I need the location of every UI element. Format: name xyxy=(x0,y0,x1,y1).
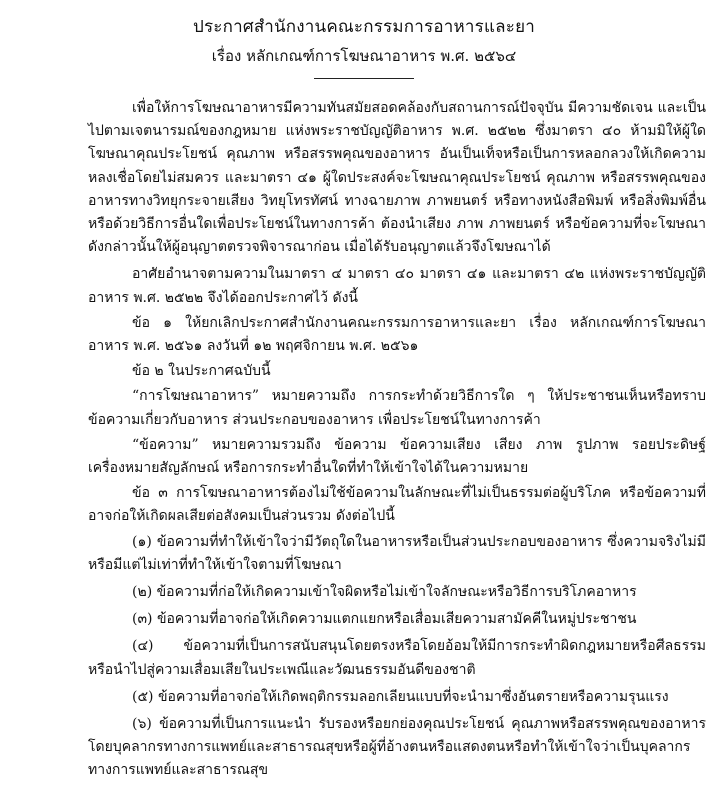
definition-advertising: “การโฆษณาอาหาร” หมายความถึง การกระทำด้วยวิธีการใด ๆ ให้ประชาชนเห็นหรือทราบข้อความเกี่ยวกับอาหาร ส่วนประกอบของอาหาร เพื่อประโยชน์ในทางการค้า xyxy=(88,388,706,428)
clause-1: ข้อ ๑ ให้ยกเลิกประกาศสำนักงานคณะกรรมการอาหารและยา เรื่อง หลักเกณฑ์การโฆษณาอาหาร พ.ศ. ๒๕๖๑ ลงวันที่ ๑๒ พฤศจิกายน พ.ศ. ๒๕๖๑ xyxy=(88,314,706,355)
clause-3-item-6: (๖) ข้อความที่เป็นการแนะนำ รับรองหรือยกย่องคุณประโยชน์ คุณภาพหรือสรรพคุณของอาหารโดยบุคลากรทางการแพทย์และสาธารณสุขหรือผู้ที่อ้างตนหรือแสดงตนหรือทำให้เข้าใจว่าเป็นบุคลากรทางการแพทย์และสาธารณสุข xyxy=(88,716,706,779)
clause-3: ข้อ ๓ การโฆษณาอาหารต้องไม่ใช้ข้อความในลักษณะที่ไม่เป็นธรรมต่อผู้บริโภค หรือข้อความที่อาจก่อให้เกิดผลเสียต่อสังคมเป็นส่วนรวม ดังต่อไปนี้ xyxy=(88,485,706,525)
clause-3-item-5: (๕) ข้อความที่อาจก่อให้เกิดพฤติกรรมลอกเลียนแบบที่จะนำมาซึ่งอันตรายหรือความรุนแรง xyxy=(132,688,669,705)
authority-paragraph: อาศัยอำนาจตามความในมาตรา ๔ มาตรา ๔๐ มาตรา ๔๑ และมาตรา ๔๒ แห่งพระราชบัญญัติอาหาร พ.ศ. ๒๕๒๒ จึงได้ออกประกาศไว้ ดังนี้ xyxy=(88,266,706,306)
document-title: ประกาศสำนักงานคณะกรรมการอาหารและยา xyxy=(192,17,536,37)
document-body xyxy=(88,97,706,783)
clause-3-item-2: (๒) ข้อความที่ก่อให้เกิดความเข้าใจผิดหรือไม่เข้าใจลักษณะหรือวิธีการบริโภคอาหาร xyxy=(132,584,637,601)
clause-3-item-4: (๔) ข้อความที่เป็นการสนับสนุนโดยตรงหรือโดยอ้อมให้มีการกระทำผิดกฎหมายหรือศีลธรรม หรือนำไปสู่ความเสื่อมเสียในประเพณีและวัฒนธรรมอันดีของชาติ xyxy=(88,638,706,678)
clause-3-item-1: (๑) ข้อความที่ทำให้เข้าใจว่ามีวัตถุใดในอาหารหรือเป็นส่วนประกอบของอาหาร ซึ่งความจริงไม่มีหรือมีแต่ไม่เท่าที่ทำให้เข้าใจตามที่โฆษณา xyxy=(88,533,706,573)
clause-2-heading: ข้อ ๒ ในประกาศฉบับนี้ xyxy=(132,363,271,380)
preamble-paragraph: เพื่อให้การโฆษณาอาหารมีความทันสมัยสอดคล้องกับสถานการณ์ปัจจุบัน มีความชัดเจน และเป็นไปตามเจตนารมณ์ของกฎหมาย แห่งพระราชบัญญัติอาหาร พ.ศ. ๒๕๒๒ ซึ่งมาตรา ๔๐ ห้ามมิให้ผู้ใดโฆษณาคุณประโยชน์ คุณภาพ หรือสรรพคุณของอาหาร อันเป็นเท็จหรือเป็นการหลอกลวงให้เกิดความหลงเชื่อโดยไม่สมควร และมาตรา ๔๑ ผู้ใดประสงค์จะโฆษณาคุณประโยชน์ คุณภาพ หรือสรรพคุณของอาหารทางวิทยุกระจายเสียง วิทยุโทรทัศน์ ทางฉายภาพ ภาพยนตร์ หรือทางหนังสือพิมพ์ หรือสิ่งพิมพ์อื่น หรือด้วยวิธีการอื่นใดเพื่อประโยชน์ในทางการค้า ต้องนำเสียง ภาพ ภาพยนตร์ หรือข้อความที่จะโฆษณาดังกล่าวนั้นให้ผู้อนุญาตตรวจพิจารณาก่อน เมื่อได้รับอนุญาตแล้วจึงโฆษณาได้ xyxy=(88,100,706,256)
clause-3-item-3: (๓) ข้อความที่อาจก่อให้เกิดความแตกแยกหรือเสื่อมเสียความสามัคคีในหมู่ประชาชน xyxy=(132,611,637,628)
title-divider xyxy=(314,78,414,79)
document-subtitle: เรื่อง หลักเกณฑ์การโฆษณาอาหาร พ.ศ. ๒๕๖๔ xyxy=(211,47,517,65)
definition-message: “ข้อความ” หมายความรวมถึง ข้อความ ข้อความเสียง เสียง ภาพ รูปภาพ รอยประดิษฐ์ เครื่องหมายสัญลักษณ์ หรือการกระทำอื่นใดที่ทำให้เข้าใจได้ในความหมาย xyxy=(88,436,706,477)
